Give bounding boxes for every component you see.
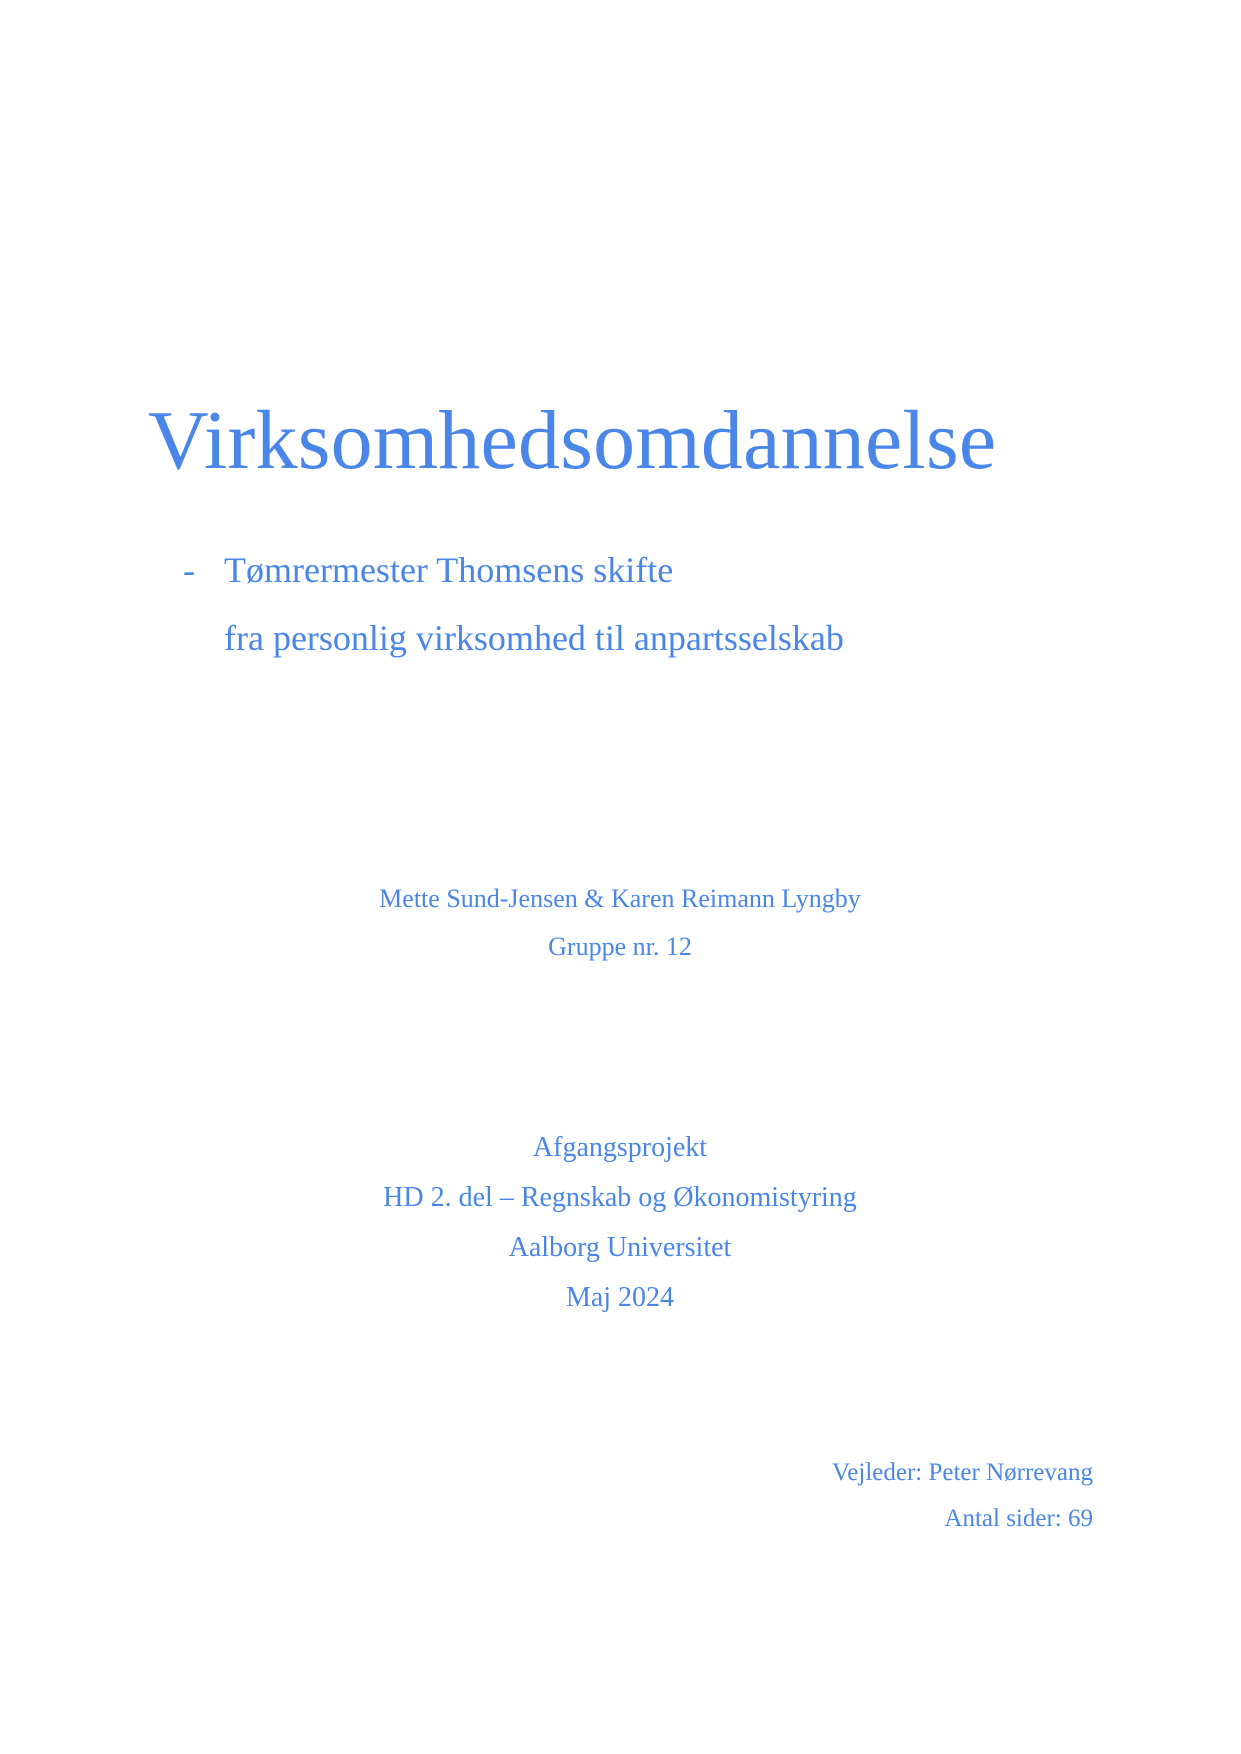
- page-count: Antal sider: 69: [944, 1505, 1093, 1532]
- subtitle-dash: -: [183, 550, 195, 590]
- subtitle-line-1: Tømrermester Thomsens skifte: [224, 550, 674, 590]
- document-title: Virksomhedsomdannelse: [148, 394, 997, 487]
- project-type: Afgangsprojekt: [532, 1132, 708, 1163]
- authors: Mette Sund-Jensen & Karen Reimann Lyngby: [379, 884, 861, 913]
- subtitle-line-2: fra personlig virksomhed til anpartsselskab: [224, 618, 844, 658]
- project-date: Maj 2024: [565, 1282, 675, 1313]
- supervisor: Vejleder: Peter Nørrevang: [832, 1459, 1093, 1486]
- group-number: Gruppe nr. 12: [548, 932, 692, 961]
- program-name: HD 2. del – Regnskab og Økonomistyring: [383, 1182, 857, 1213]
- university-name: Aalborg Universitet: [508, 1232, 732, 1263]
